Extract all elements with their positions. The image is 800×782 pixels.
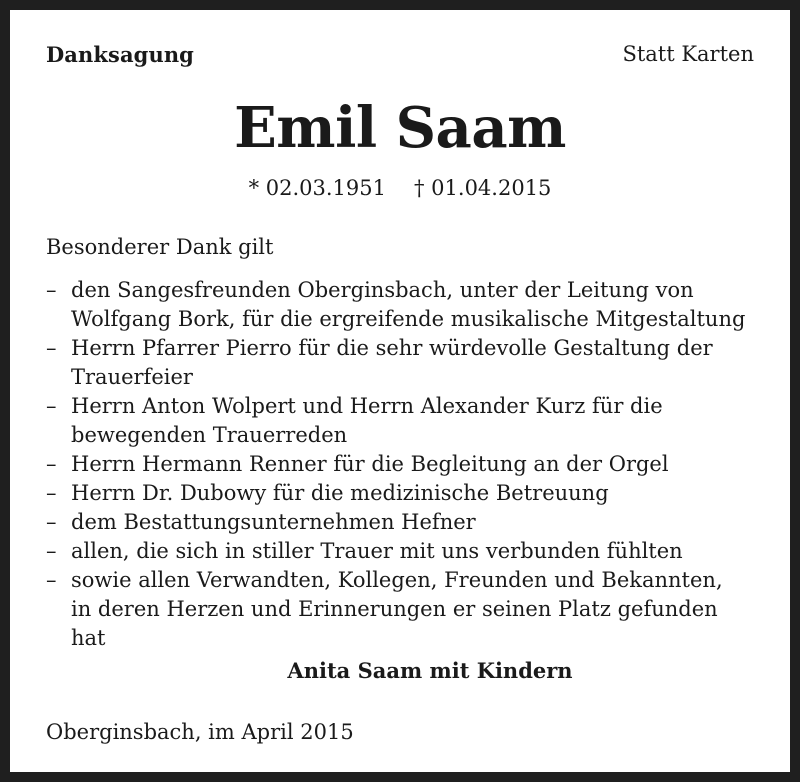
list-dash: – xyxy=(46,539,57,563)
deceased-name: Emil Saam xyxy=(234,95,566,161)
thanks-item-line: hat xyxy=(71,626,106,650)
list-dash: – xyxy=(46,452,57,476)
thanks-item-line: Herrn Pfarrer Pierro für die sehr würdevolle Gestaltung der xyxy=(71,336,713,360)
thanks-item xyxy=(46,508,754,537)
thanks-item-line: allen, die sich in stiller Trauer mit uns verbunden fühlten xyxy=(71,539,683,563)
thanks-item xyxy=(46,334,754,392)
signature: Anita Saam mit Kindern xyxy=(287,658,573,683)
thanks-item-line: sowie allen Verwandten, Kollegen, Freunden und Bekannten, xyxy=(71,568,723,592)
statt-karten-label: Statt Karten xyxy=(622,42,754,66)
thanks-item-line: bewegenden Trauerreden xyxy=(71,423,348,447)
list-dash: – xyxy=(46,568,57,592)
thanks-item xyxy=(46,479,754,508)
list-dash: – xyxy=(46,336,57,360)
thanks-item-line: Wolfgang Bork, für die ergreifende musikalische Mitgestaltung xyxy=(71,307,746,331)
list-dash: – xyxy=(46,278,57,302)
thanks-item xyxy=(46,537,754,566)
thanks-item-line: in deren Herzen und Erinnerungen er seinen Platz gefunden xyxy=(71,597,718,621)
thanks-item xyxy=(46,276,754,334)
thanks-item xyxy=(46,392,754,450)
list-dash: – xyxy=(46,394,57,418)
thanks-item xyxy=(46,566,754,653)
list-dash: – xyxy=(46,481,57,505)
life-dates xyxy=(46,176,754,201)
thanks-item xyxy=(46,450,754,479)
notice-type-label: Danksagung xyxy=(46,42,194,67)
thanks-intro: Besonderer Dank gilt xyxy=(46,235,274,259)
thanks-item-line: Trauerfeier xyxy=(71,365,193,389)
birth-date: * 02.03.1951 xyxy=(248,176,386,200)
death-date: † 01.04.2015 xyxy=(414,176,552,200)
thanks-item-line: den Sangesfreunden Oberginsbach, unter der Leitung von xyxy=(71,278,694,302)
thanks-item-line: Herrn Hermann Renner für die Begleitung an der Orgel xyxy=(71,452,669,476)
list-dash: – xyxy=(46,510,57,534)
thanks-item-line: Herrn Dr. Dubowy für die medizinische Betreuung xyxy=(71,481,609,505)
notice-content xyxy=(46,10,754,772)
thanks-item-line: Herrn Anton Wolpert und Herrn Alexander Kurz für die xyxy=(71,394,663,418)
thanks-item-line: dem Bestattungsunternehmen Hefner xyxy=(71,510,476,534)
place-date: Oberginsbach, im April 2015 xyxy=(46,720,354,744)
thanks-list xyxy=(46,276,754,653)
